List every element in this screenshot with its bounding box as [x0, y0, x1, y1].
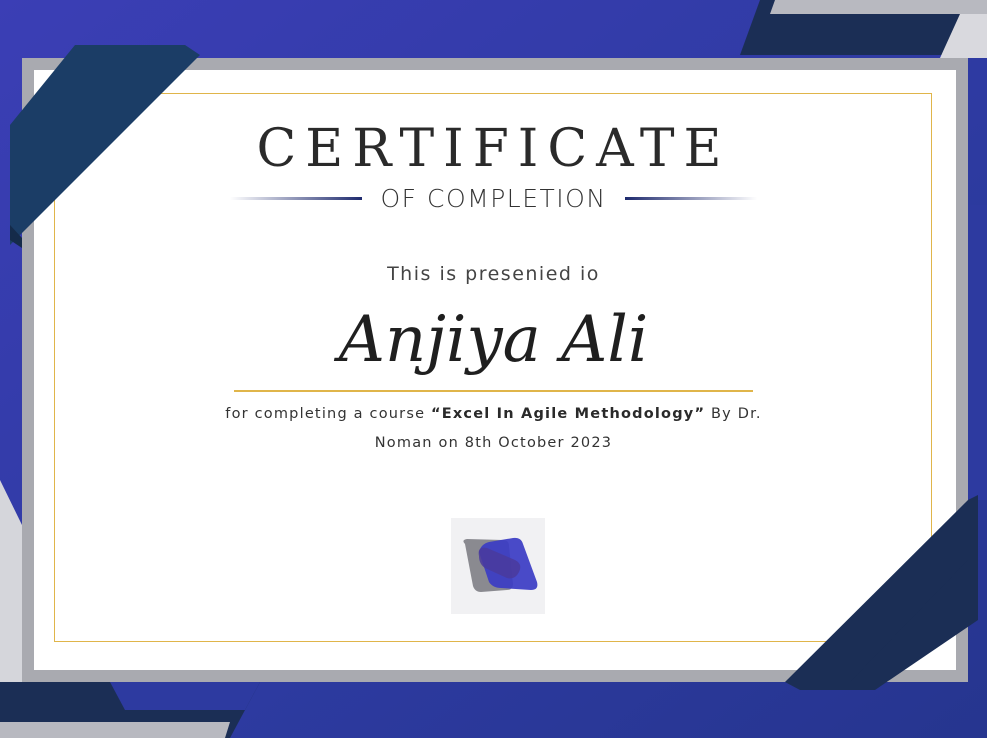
description-line2: Noman on 8th October 2023	[374, 435, 613, 451]
certificate-title: CERTIFICATE	[256, 119, 731, 179]
description-suffix: By Dr.	[705, 406, 762, 422]
subtitle-line-left	[230, 197, 362, 200]
name-underline	[234, 390, 753, 392]
certificate-subtitle: OF COMPLETION	[380, 183, 607, 213]
description-prefix: for completing a course	[225, 406, 432, 422]
subtitle-line-right	[625, 197, 757, 200]
subtitle-row	[0, 182, 987, 214]
course-title: “Excel In Agile Methodology”	[431, 406, 706, 422]
course-description	[200, 400, 787, 458]
presented-text: This is presenied io	[387, 263, 600, 285]
recipient-name: Anjiya Ali	[338, 303, 649, 377]
logo-icon	[451, 518, 545, 614]
